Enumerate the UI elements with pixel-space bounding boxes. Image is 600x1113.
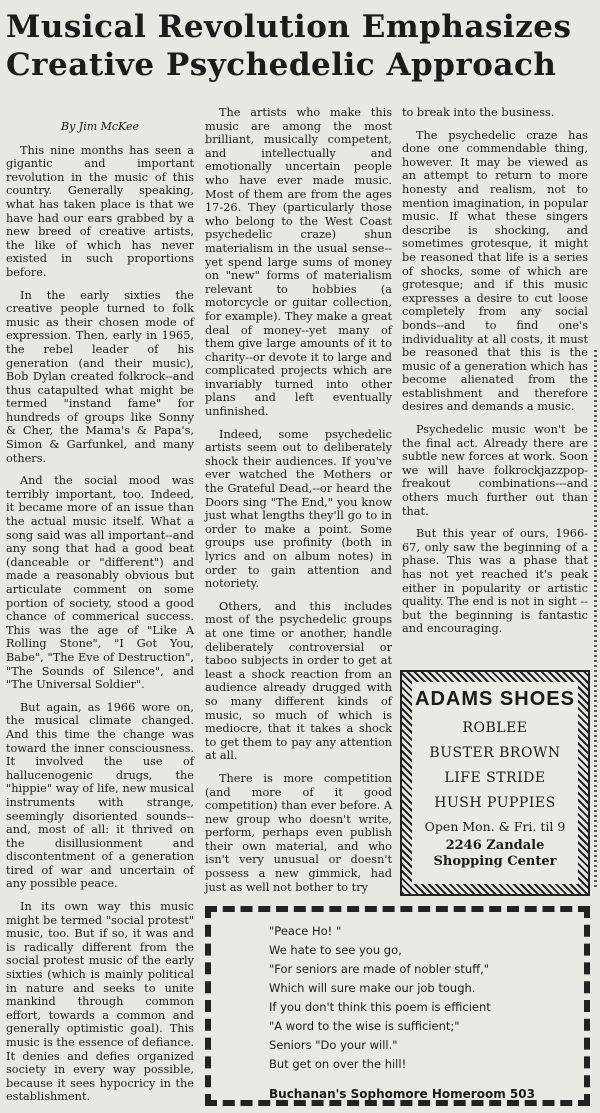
poem-line: Seniors "Do your will." <box>269 1038 398 1052</box>
column-divider <box>594 350 597 890</box>
byline: By Jim McKee <box>60 120 139 133</box>
ad-content <box>412 682 578 884</box>
poem-line: "A word to the wise is sufficient;" <box>269 1019 460 1033</box>
ad-address-line-1: 2246 Zandale <box>445 838 545 853</box>
paragraph: This nine months has seen a gigantic and important revolution in the music of this country. Generally speaking, what has taken place is that we have had our ears grabbed by a new breed of creative artists, the like of which has never existed in such proportions before. <box>6 143 194 279</box>
headline-line-2: Creative Psychedelic Approach <box>6 47 557 83</box>
article-column-2 <box>205 106 392 903</box>
paragraph: And the social mood was terribly important, too. Indeed, it became more of an issue than the actual music itself. What a song said was all important--and any song that had a good beat (danceable or "different") and made a reasonably obvious but articulate comment on some portion of society, stood a good chance of commerical success. This was the age of "Like A Rolling Stone", "I Got You, Babe", "The Eve of Destruction", "The Sounds of Silence", and "The Universal Soldier". <box>6 474 194 692</box>
poem-signature: Buchanan's Sophomore Homeroom 503 <box>269 1087 535 1101</box>
paragraph: But again, as 1966 wore on, the musical climate changed. And this time the change was toward the inner consciousness. It involved the use of hallucenogenic drugs, the "hippie" way of life, new musical instruments with strange, seemingly disoriented sounds--and, most of all: it thrived on the disillusionment and discontentment of a generation tired of war and uncertain of any possible peace. <box>6 700 194 891</box>
ad-brand: BUSTER BROWN <box>429 745 561 761</box>
paragraph: The psychedelic craze has done one commendable thing, however. It may be viewed as an attempt to return to more honesty and realism, not to mention imagination, in popular music. If what these singers describe is shocking, and sometimes grotesque, it might be reasoned that life is a series of shocks, some of which are grotesque; and if this music expresses a desire to cut loose completely from any social bonds--and to find one's individuality at all costs, it must be reasoned that this is the music of a generation which has become alienated from the establishment and therefore desires and demands a music. <box>402 128 588 414</box>
homeroom-poem-box <box>205 906 590 1106</box>
headline <box>6 8 596 84</box>
paragraph: In its own way this music might be termed "social protest" music, too. But if so, it was and is radically different from the social protest music of the early sixties (which is mainly political in nature and seeks to unite mankind through common effort, towards a common and generally optimistic goal). This music is the essence of defiance. It denies and defies organized society in every way possible, because it sees hypocricy in the establishment. <box>6 900 194 1104</box>
paragraph: Indeed, some psychedelic artists seem out to deliberately shock their audiences. If you've ever watched the Mothers or the Grateful Dead,--or heard the Doors sing "The End," you know just what lengths they'll go to in order to make a point. Some groups use profinity (both in lyrics and on album notes) in order to gain attention and notoriety. <box>205 427 392 591</box>
paragraph: In the early sixties the creative people turned to folk music as their chosen mode of expression. Then, early in 1965, the rebel leader of his generation (and their music), Bob Dylan created folkrock--and thus catapulted what might be termed "instand fame" for hundreds of groups like Sonny & Cher, the Mama's & Papa's, Simon & Garfunkel, and many others. <box>6 288 194 465</box>
poem-line: "Peace Ho! " <box>269 924 342 938</box>
adams-shoes-ad <box>400 670 590 896</box>
paragraph: Psychedelic music won't be the final act. Already there are subtle new forces at work. Soon we will have folkrockjazzpop-freakout combinations---and others much further out than that. <box>402 423 588 518</box>
poem-line: Which will sure make our job tough. <box>269 981 476 995</box>
ad-address-line-2: Shopping Center <box>433 854 557 869</box>
poem-line: We hate to see you go, <box>269 943 402 957</box>
paragraph: The artists who make this music are among the most brilliant, musically competent, and intellectually and emotionally uncertain people who have ever made music. Most of them are from the ages 17-26. They (particularly those who belong to the West Coast psychedelic craze) shun materialism in the usual sense--yet spend large sums of money on "new" forms of materialism relevant to hobbies (a motorcycle or guitar collection, for example). They make a great deal of money--yet many of them give large amounts of it to charity--or devote it to large and complicated projects which are invariably turned into other plans and left eventually unfinished. <box>205 106 392 419</box>
ad-hours: Open Mon. & Fri. til 9 <box>424 819 566 834</box>
paragraph: There is more competition (and more of it good competition) than ever before. A new group who doesn't write, perform, perhaps even publish their own material, and who isn't very unusual or doesn't possess a new gimmick, had just as well not bother to try <box>205 771 392 894</box>
poem-line: But get on over the hill! <box>269 1057 407 1071</box>
paragraph: Others, and this includes most of the psychedelic groups at one time or another, handle deliberately controversial or taboo subjects in order to get at least a shock reaction from an audience already drugged with so many different kinds of music, so much of which is mediocre, that it takes a shock to get them to pay any attention at all. <box>205 599 392 763</box>
article-column-3 <box>402 106 588 645</box>
ad-title: ADAMS SHOES <box>415 688 575 710</box>
article-column-1 <box>6 118 194 1113</box>
ad-brand: ROBLEE <box>462 720 528 736</box>
poem-line: "For seniors are made of nobler stuff," <box>269 962 490 976</box>
paragraph: But this year of ours, 1966-67, only saw the beginning of a phase. This was a phase that has not yet reached it's peak either in popularity or artistic quality. The end is not in sight --but the beginning is fantastic and encouraging. <box>402 527 588 636</box>
paragraph: to break into the business. <box>402 106 555 119</box>
headline-line-1: Musical Revolution Emphasizes <box>6 9 572 45</box>
ad-brand: HUSH PUPPIES <box>434 795 556 811</box>
poem-line: If you don't think this poem is efficient <box>269 1000 491 1014</box>
poem-body <box>269 922 574 1104</box>
ad-brand: LIFE STRIDE <box>444 770 546 786</box>
